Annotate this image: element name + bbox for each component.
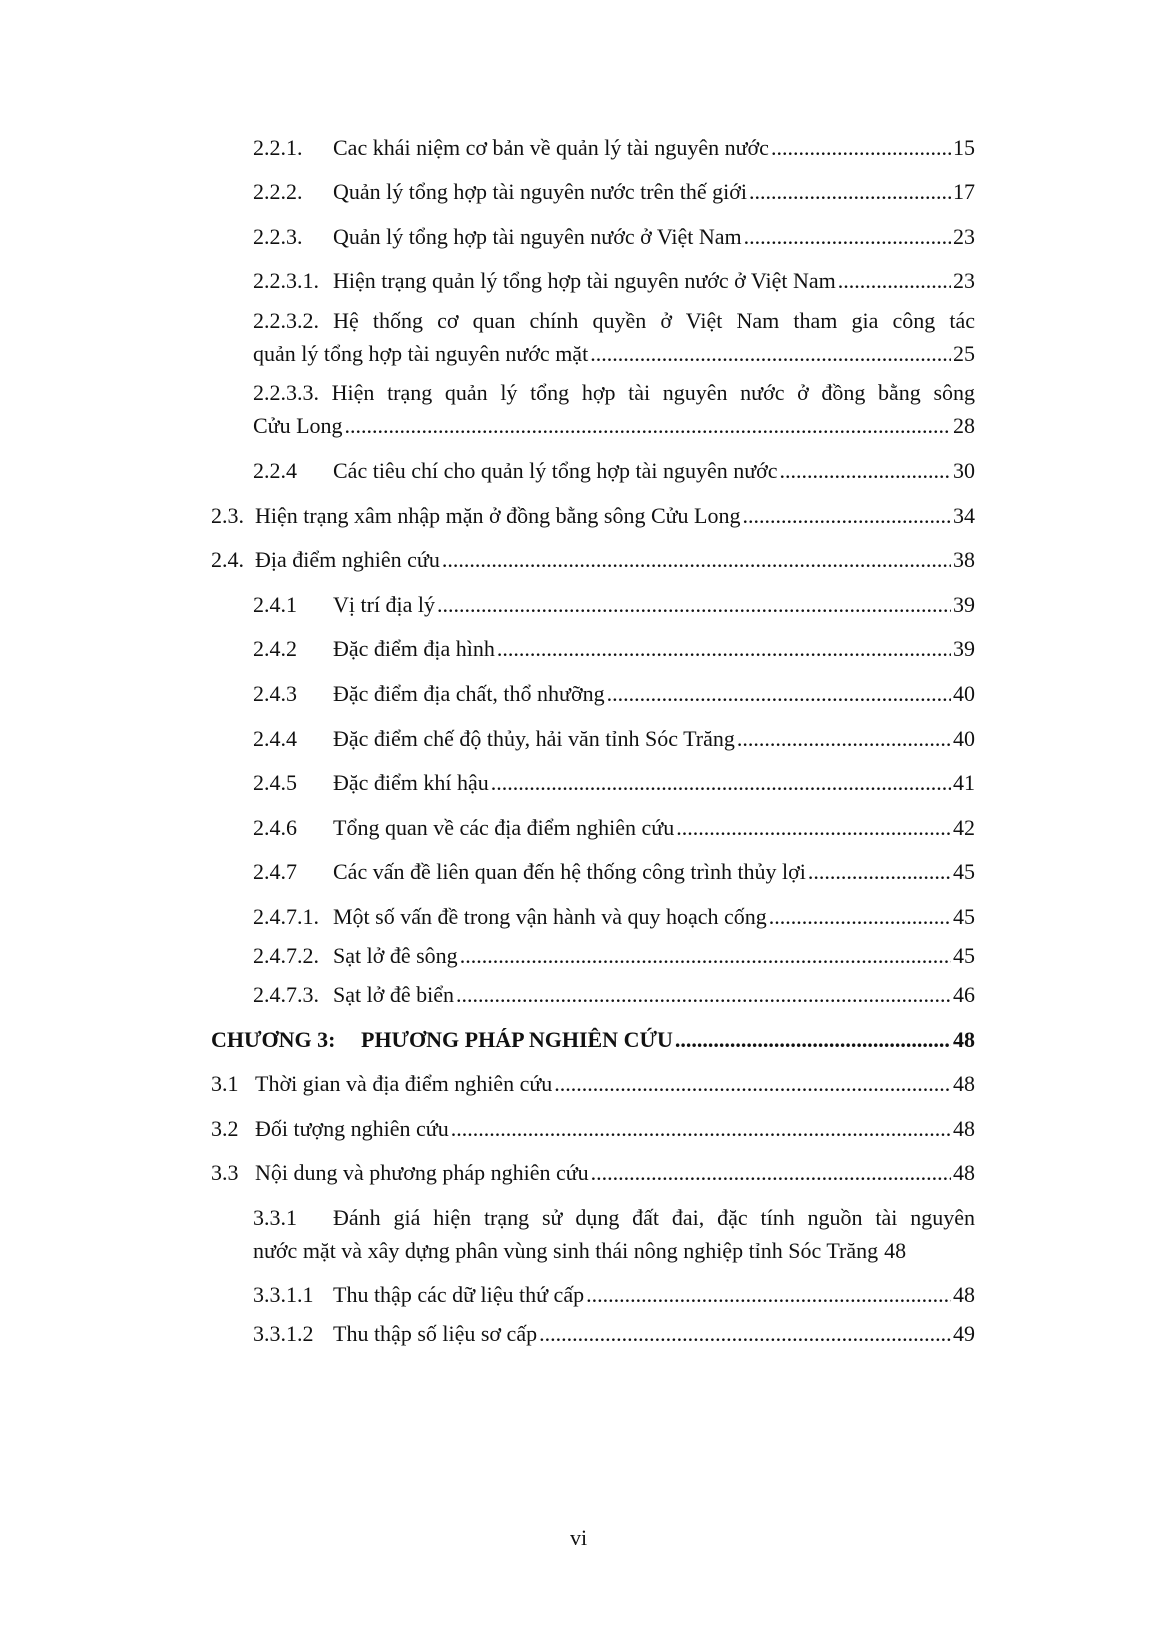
toc-page: 39 xyxy=(953,636,975,661)
toc-page: 40 xyxy=(953,726,975,751)
toc-entry[interactable] xyxy=(253,458,975,484)
toc-title: Đối tượng nghiên cứu xyxy=(255,1116,449,1141)
leader-dots xyxy=(742,503,951,529)
leader-dots xyxy=(539,1321,951,1347)
leader-dots xyxy=(451,1116,951,1142)
toc-title: Địa điểm nghiên cứu xyxy=(255,547,440,572)
toc-number: 2.4.7 xyxy=(253,859,297,884)
toc-number: 2.3. xyxy=(211,503,244,528)
leader-dots xyxy=(586,1282,951,1308)
toc-page: 42 xyxy=(953,815,975,840)
toc-number: 2.4.2 xyxy=(253,636,297,661)
leader-dots xyxy=(808,859,951,885)
toc-entry[interactable] xyxy=(253,1205,975,1264)
toc-title-line1: Hệ thống cơ quan chính quyền ở Việt Nam tham gia công tác xyxy=(333,308,975,333)
toc-entry[interactable] xyxy=(253,943,975,969)
toc-entry[interactable] xyxy=(211,1071,975,1097)
toc-entry[interactable] xyxy=(253,770,975,796)
toc-title: Đặc điểm địa chất, thổ nhưỡng xyxy=(333,681,605,706)
toc-title: Đặc điểm khí hậu xyxy=(333,770,489,795)
leader-dots xyxy=(442,547,951,573)
toc-title: Tổng quan về các địa điểm nghiên cứu xyxy=(333,815,675,840)
leader-dots xyxy=(769,904,951,930)
leader-dots xyxy=(491,770,951,796)
toc-page: 23 xyxy=(953,224,975,249)
toc-page: 38 xyxy=(953,547,975,572)
leader-dots xyxy=(744,224,951,250)
toc-number: 2.4.4 xyxy=(253,726,297,751)
toc-number: 2.2.4 xyxy=(253,458,297,483)
leader-dots xyxy=(737,726,951,752)
toc-entry[interactable] xyxy=(253,815,975,841)
toc-number: 2.4.6 xyxy=(253,815,297,840)
toc-number: 2.2.1. xyxy=(253,135,303,160)
toc-number: 3.3.1.2 xyxy=(253,1321,314,1346)
toc-entry[interactable] xyxy=(211,503,975,529)
page-number: vi xyxy=(569,1525,588,1550)
toc-page: 46 xyxy=(953,982,975,1007)
toc-entry[interactable] xyxy=(253,135,975,161)
toc-number: 3.3.1.1 xyxy=(253,1282,314,1307)
toc-title: Nội dung và phương pháp nghiên cứu xyxy=(255,1160,589,1185)
toc-title: Một số vấn đề trong vận hành và quy hoạch cống xyxy=(333,904,767,929)
leader-dots xyxy=(345,413,951,439)
toc-title: Đặc điểm địa hình xyxy=(333,636,495,661)
toc-entry[interactable] xyxy=(253,1321,975,1347)
toc-title-line2: nước mặt và xây dựng phân vùng sinh thái nông nghiệp tỉnh Sóc Trăng xyxy=(253,1238,879,1263)
leader-dots xyxy=(460,943,951,969)
toc-title: Thu thập số liệu sơ cấp xyxy=(333,1321,538,1346)
toc-entry[interactable] xyxy=(253,681,975,707)
toc-number: 2.2.3.2. xyxy=(253,308,319,333)
toc-number: 2.4.7.3. xyxy=(253,982,319,1007)
toc-page: 45 xyxy=(953,943,975,968)
toc-number: 2.4.7.1. xyxy=(253,904,319,929)
toc-page: 48 xyxy=(953,1116,975,1141)
leader-dots xyxy=(497,636,951,662)
toc-entry[interactable] xyxy=(253,726,975,752)
toc-entry[interactable] xyxy=(253,636,975,662)
toc-title-line1: Hiện trạng quản lý tổng hợp tài nguyên nước ở đồng bằng sông xyxy=(331,380,975,405)
toc-entry[interactable] xyxy=(211,547,975,573)
toc-title: Hiện trạng xâm nhập mặn ở đồng bằng sông Cửu Long xyxy=(255,503,741,528)
toc-entry[interactable] xyxy=(253,592,975,618)
toc-page: 48 xyxy=(953,1282,975,1307)
toc-entry[interactable] xyxy=(211,1160,975,1186)
toc-title: Hiện trạng quản lý tổng hợp tài nguyên nước ở Việt Nam xyxy=(333,268,836,293)
toc-number: 2.2.2. xyxy=(253,179,303,204)
toc-page: 48 xyxy=(884,1238,907,1263)
leader-dots xyxy=(749,179,951,205)
leader-dots xyxy=(456,982,951,1008)
leader-dots xyxy=(838,268,951,294)
toc-number: 2.2.3.3. xyxy=(253,380,319,405)
toc-title-line2: Cửu Long xyxy=(253,413,343,438)
toc-page: 28 xyxy=(953,413,975,438)
leader-dots xyxy=(554,1071,951,1097)
toc-page: 39 xyxy=(953,592,975,617)
toc-page: 49 xyxy=(953,1321,975,1346)
toc-title: Các vấn đề liên quan đến hệ thống công trình thủy lợi xyxy=(333,859,806,884)
toc-number: 3.1 xyxy=(211,1071,239,1096)
toc-entry[interactable] xyxy=(253,380,975,439)
toc-page: 23 xyxy=(953,268,975,293)
toc-entry[interactable] xyxy=(253,179,975,205)
toc-title: Vị trí địa lý xyxy=(333,592,436,617)
toc-page: 30 xyxy=(953,458,975,483)
toc-title: Thu thập các dữ liệu thứ cấp xyxy=(333,1282,585,1307)
toc-entry[interactable] xyxy=(253,1282,975,1308)
toc-page: 41 xyxy=(953,770,975,795)
toc-number: 2.4.3 xyxy=(253,681,297,706)
toc-entry[interactable] xyxy=(253,308,975,367)
toc-entry[interactable] xyxy=(253,224,975,250)
toc-title: Sạt lở đê biển xyxy=(333,982,454,1007)
toc-entry[interactable] xyxy=(211,1116,975,1142)
toc-page: 34 xyxy=(953,503,975,528)
toc-number: 2.4. xyxy=(211,547,244,572)
toc-title: Sạt lở đê sông xyxy=(333,943,458,968)
leader-dots xyxy=(607,681,951,707)
toc-entry[interactable] xyxy=(253,859,975,885)
toc-number: 3.3.1 xyxy=(253,1205,297,1230)
toc-page: 40 xyxy=(953,681,975,706)
leader-dots xyxy=(780,458,951,484)
toc-title: Quản lý tổng hợp tài nguyên nước trên thế giới xyxy=(333,179,748,204)
leader-dots xyxy=(771,135,951,161)
toc-page: 48 xyxy=(953,1027,975,1052)
toc-page: 15 xyxy=(953,135,975,160)
toc-title: Cac khái niệm cơ bản về quản lý tài nguyên nước xyxy=(333,135,769,160)
toc-chapter-title: PHƯƠNG PHÁP NGHIÊN CỨU xyxy=(361,1027,673,1052)
toc-number: 2.2.3.1. xyxy=(253,268,319,293)
toc-page: 17 xyxy=(953,179,975,204)
leader-dots xyxy=(591,1160,951,1186)
toc-page: 48 xyxy=(953,1071,975,1096)
toc-title: Đặc điểm chế độ thủy, hải văn tỉnh Sóc Trăng xyxy=(333,726,735,751)
leader-dots xyxy=(675,1027,951,1053)
toc-title: Các tiêu chí cho quản lý tổng hợp tài nguyên nước xyxy=(333,458,778,483)
toc-number: 3.3 xyxy=(211,1160,239,1185)
toc-chapter-number: CHƯƠNG 3: xyxy=(211,1027,336,1052)
toc-page: 45 xyxy=(953,859,975,884)
toc-entry[interactable] xyxy=(253,268,975,294)
leader-dots xyxy=(437,592,951,618)
toc-page: 48 xyxy=(953,1160,975,1185)
toc-title-line1: Đánh giá hiện trạng sử dụng đất đai, đặc tính nguồn tài nguyên xyxy=(333,1205,975,1230)
toc-title: Thời gian và địa điểm nghiên cứu xyxy=(255,1071,553,1096)
toc-title: Quản lý tổng hợp tài nguyên nước ở Việt Nam xyxy=(333,224,742,249)
toc-number: 2.2.3. xyxy=(253,224,303,249)
toc-entry[interactable] xyxy=(253,904,975,930)
toc-number: 2.4.7.2. xyxy=(253,943,319,968)
toc-chapter-entry[interactable] xyxy=(211,1027,975,1053)
toc-entry[interactable] xyxy=(253,982,975,1008)
toc-page: 25 xyxy=(953,341,975,366)
leader-dots xyxy=(676,815,951,841)
toc-number: 2.4.1 xyxy=(253,592,297,617)
leader-dots xyxy=(590,341,951,367)
toc-page: 45 xyxy=(953,904,975,929)
toc-number: 3.2 xyxy=(211,1116,239,1141)
toc-number: 2.4.5 xyxy=(253,770,297,795)
toc-title-line2: quản lý tổng hợp tài nguyên nước mặt xyxy=(253,341,589,366)
